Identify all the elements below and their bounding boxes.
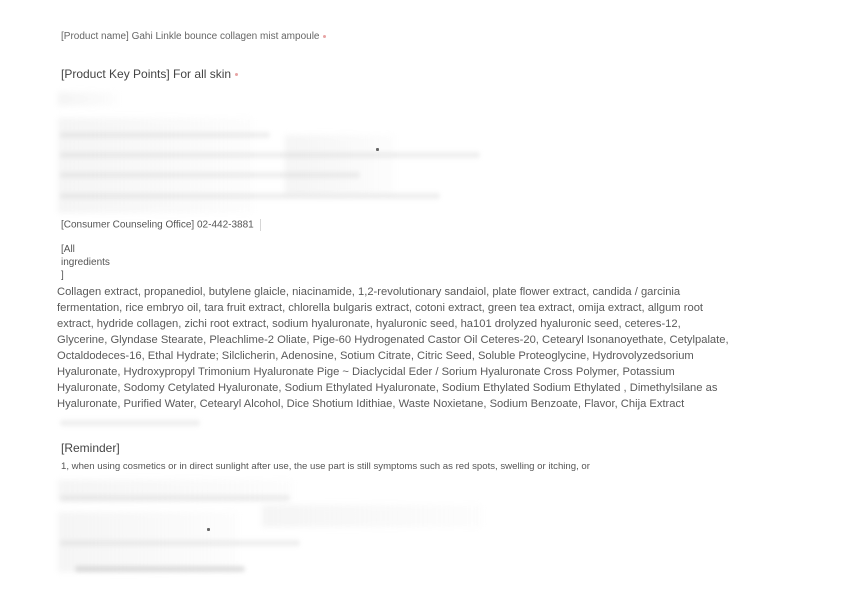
faded-line [60, 540, 300, 546]
ingredients-title-line: [All [61, 244, 75, 255]
faded-line [60, 420, 200, 426]
faded-line [60, 172, 360, 178]
ingredients-line: Hyaluronate, Sodomy Cetylated Hyaluronate, Sodium Ethylated Hyaluronate, Sodium Ethylated Sodium Ethylated , Dimethylsilane as [57, 382, 718, 394]
faded-line [75, 566, 245, 572]
faded-line [60, 193, 440, 199]
decorative-dot [323, 35, 326, 38]
consumer-office-text: [Consumer Counseling Office] 02-442-3881 [61, 219, 254, 231]
ingredients-line: extract, hydride collagen, zichi root extract, sodium hyaluronate, hyaluronic seed, ha101 drolyzed hyaluronic seed, ceteres-12, [57, 318, 681, 330]
faded-block [262, 505, 482, 527]
ingredients-line: Hyaluronate, Purified Water, Cetearyl Alcohol, Dice Shotium Idithiae, Waste Noxietane, Sodium Benzoate, Flavor, Chija Extract [57, 398, 685, 410]
ingredients-line: Collagen extract, propanediol, butylene glaicle, niacinamide, 1,2-revolutionary sandaiol, plate flower extract, candida / garcinia [57, 286, 681, 298]
key-points-text: [Product Key Points] For all skin [61, 67, 232, 81]
reminder-heading: [Reminder] [61, 441, 120, 455]
ingredients-list [57, 284, 747, 412]
ingredients-line: Glycerine, Glyndase Stearate, Pleachlime-2 Oliate, Pige-60 Hydrogenated Castor Oil Ceteres-20, Cetearyl Isonanoyethate, Cetylpalate, [57, 334, 729, 346]
artifact-mark [376, 148, 379, 151]
faded-line [60, 495, 290, 501]
ingredients-title [61, 243, 121, 282]
product-name-text: [Product name] Gahi Linkle bounce collagen mist ampoule [61, 31, 320, 42]
product-name-line [61, 31, 326, 42]
reminder-text: 1, when using cosmetics or in direct sunlight after use, the use part is still symptoms such as red spots, swelling or itching, or [61, 461, 590, 472]
ingredients-line: Octaldodeces-16, Ethal Hydrate; Silclicherin, Adenosine, Sotium Citrate, Citric Seed, Soluble Proteoglycine, Hydrovolyzedsorium [57, 350, 694, 362]
artifact-mark [207, 528, 210, 531]
ingredients-line: Hyaluronate, Hydroxypropyl Trimonium Hyaluronate Pige ~ Diaclycidal Eder / Sorium Hyaluronate Cross Polymer, Potassium [57, 366, 675, 378]
divider [260, 219, 261, 231]
decorative-dot [235, 73, 238, 76]
consumer-office-line [61, 219, 261, 231]
faded-block [285, 135, 395, 195]
ingredients-title-line: ingredients [61, 257, 110, 268]
ingredients-title-line: ] [61, 270, 64, 281]
faded-line [60, 132, 270, 138]
key-points-heading [61, 67, 238, 81]
faded-block [58, 92, 118, 106]
ingredients-line: fermentation, rice embryo oil, tara fruit extract, chlorella bulgaris extract, cotoni extract, green tea extract, omija extract, allgum root [57, 302, 704, 314]
faded-line [60, 152, 480, 158]
